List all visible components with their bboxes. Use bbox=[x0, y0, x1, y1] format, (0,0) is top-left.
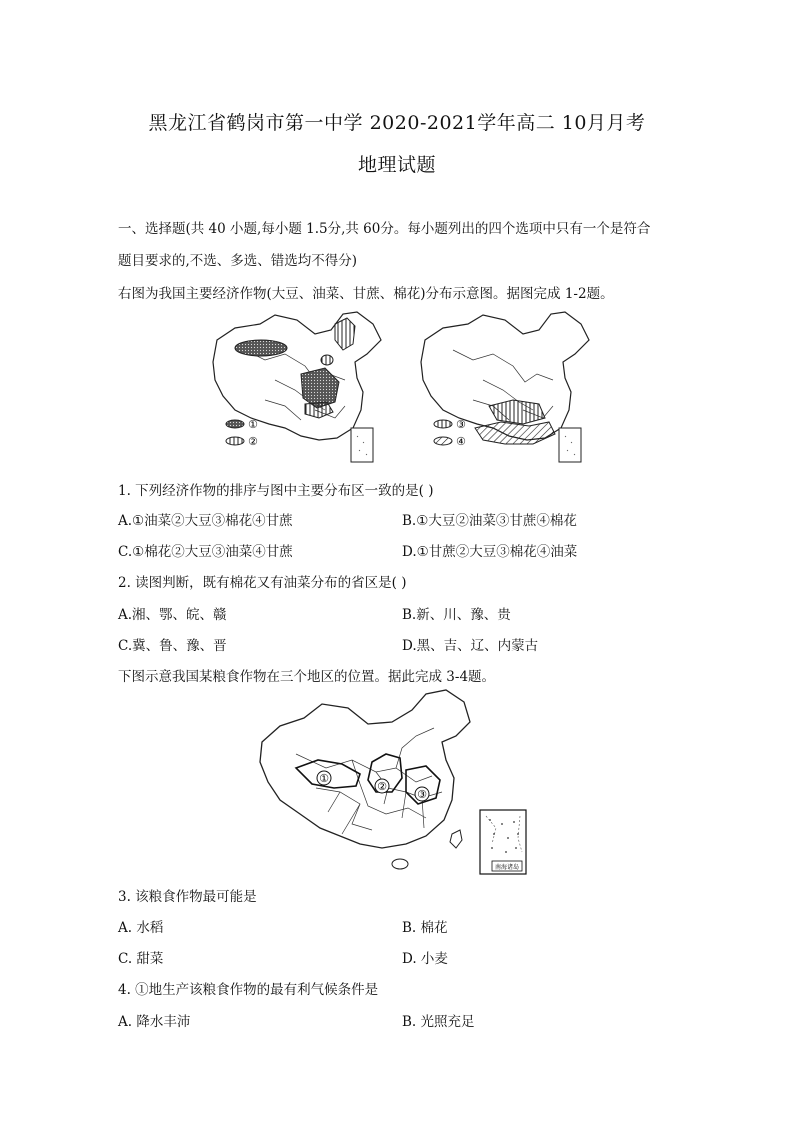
passage-2: 下图示意我国某粮食作物在三个地区的位置。据此完成 3-4题。 bbox=[118, 669, 496, 685]
exam-subtitle: 地理试题 bbox=[357, 154, 436, 176]
section-intro-line1: 一、选择题(共 40 小题,每小题 1.5分,共 60分。每小题列出的四个选项中只有一个是符合 bbox=[118, 221, 651, 237]
question-3-option-b: B. 棉花 bbox=[402, 920, 448, 936]
question-2-option-c: C.冀、鲁、豫、晋 bbox=[118, 638, 227, 654]
question-2-option-a: A.湘、鄂、皖、赣 bbox=[118, 607, 227, 623]
passage-1: 右图为我国主要经济作物(大豆、油菜、甘蔗、棉花)分布示意图。据图完成 1-2题。 bbox=[118, 286, 614, 302]
legend-label-2: ② bbox=[248, 435, 258, 448]
question-1-option-a: A.①油菜②大豆③棉花④甘蔗 bbox=[118, 513, 293, 529]
legend-label-3: ③ bbox=[456, 418, 466, 431]
question-3-option-a: A. 水稻 bbox=[118, 920, 164, 936]
question-1-option-d: D.①甘蔗②大豆③棉花④油菜 bbox=[402, 544, 578, 560]
location-mark-1: ① bbox=[319, 772, 329, 785]
question-2-stem: 2. 读图判断，既有棉花又有油菜分布的省区是( ) bbox=[118, 575, 407, 591]
question-4-option-a: A. 降水丰沛 bbox=[118, 1014, 191, 1030]
location-mark-2: ② bbox=[377, 780, 387, 793]
crop-distribution-maps bbox=[205, 310, 595, 472]
legend-label-1: ① bbox=[248, 418, 258, 431]
question-4-stem: 4. ①地生产该粮食作物的最有利气候条件是 bbox=[118, 982, 379, 998]
question-2-option-d: D.黑、吉、辽、内蒙古 bbox=[402, 638, 539, 654]
question-4-option-b: B. 光照充足 bbox=[402, 1014, 475, 1030]
question-1-stem: 1. 下列经济作物的排序与图中主要分布区一致的是( ) bbox=[118, 483, 434, 499]
grain-crop-map bbox=[256, 688, 538, 876]
question-1-option-b: B.①大豆②油菜③甘蔗④棉花 bbox=[402, 513, 577, 529]
map-right bbox=[421, 312, 589, 462]
south-china-sea-inset bbox=[480, 810, 526, 874]
question-3-option-d: D. 小麦 bbox=[402, 951, 448, 967]
question-1-option-c: C.①棉花②大豆③油菜④甘蔗 bbox=[118, 544, 293, 560]
section-intro-line2: 题目要求的,不选、多选、错选均不得分) bbox=[118, 253, 358, 269]
map-left bbox=[213, 312, 381, 462]
legend-label-4: ④ bbox=[456, 435, 466, 448]
inset-label: 南海诸岛 bbox=[494, 864, 520, 871]
question-3-option-c: C. 甜菜 bbox=[118, 951, 164, 967]
question-2-option-b: B.新、川、豫、贵 bbox=[402, 607, 511, 623]
question-3-stem: 3. 该粮食作物最可能是 bbox=[118, 889, 257, 905]
exam-title: 黑龙江省鹤岗市第一中学 2020-2021学年高二 10月月考 bbox=[148, 112, 646, 134]
location-mark-3: ③ bbox=[417, 788, 427, 801]
